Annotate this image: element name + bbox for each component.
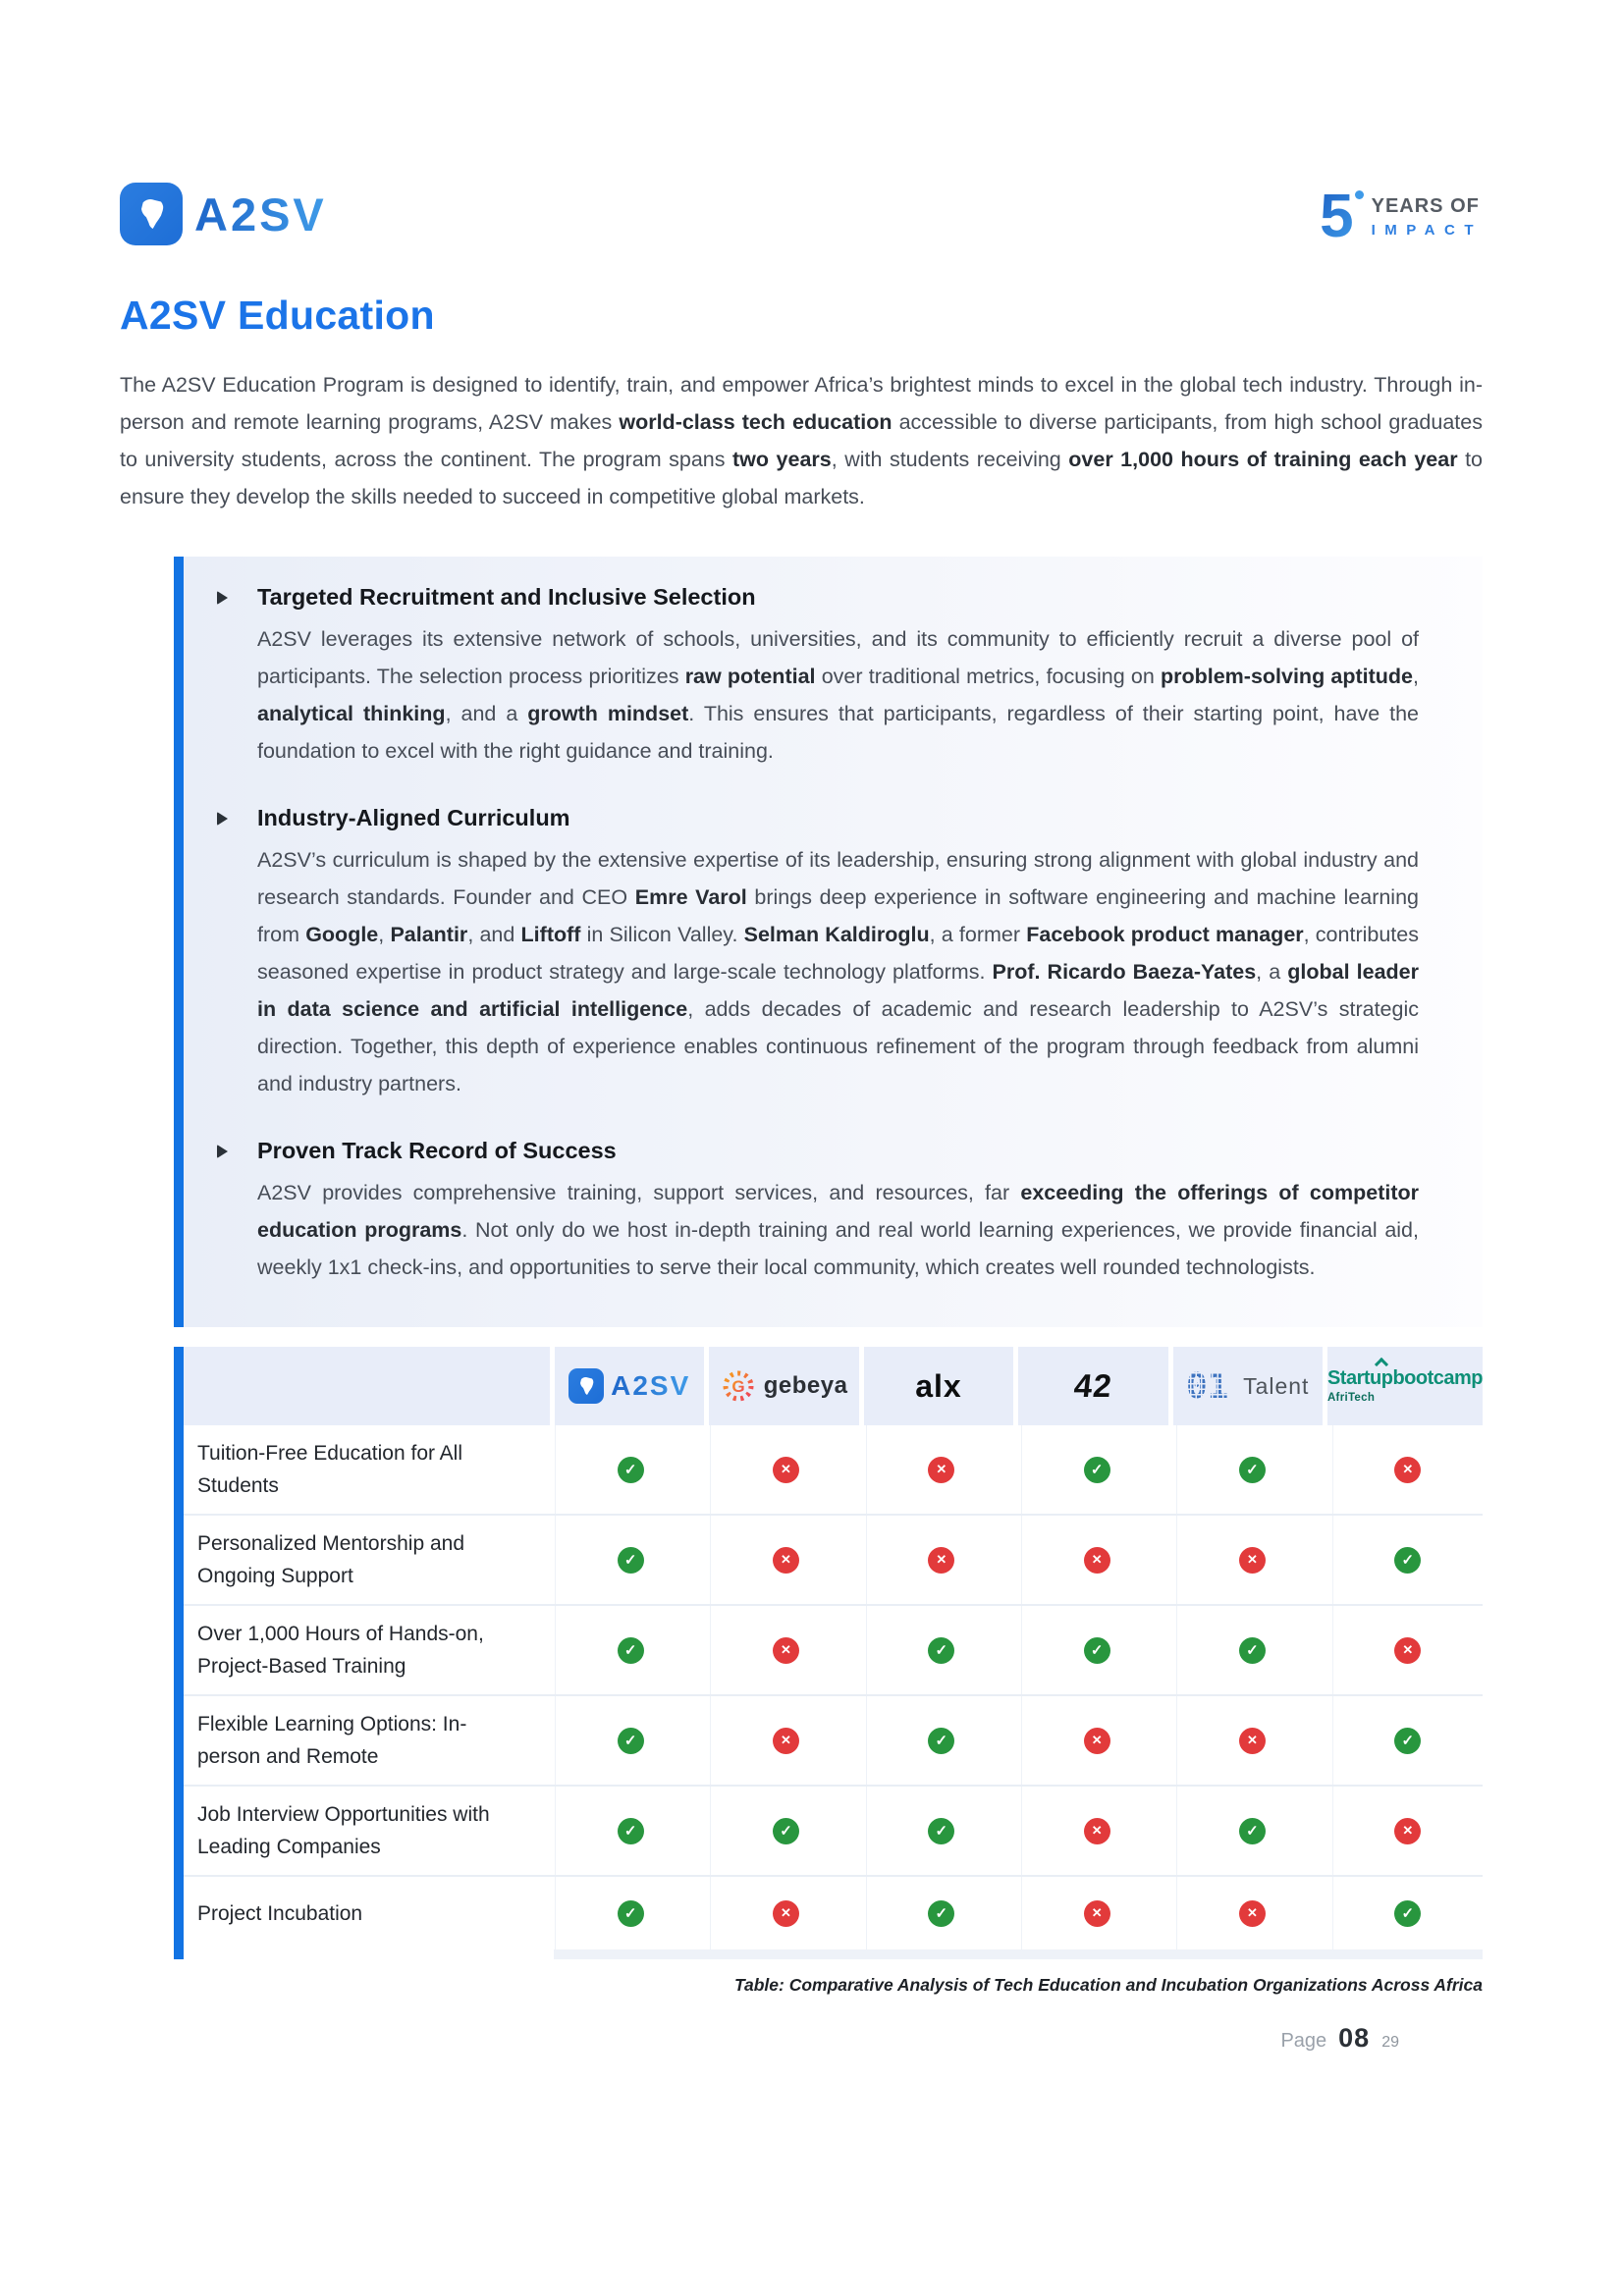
- check-icon: ✓: [1239, 1457, 1266, 1483]
- startupbootcamp-logo: Startupbootcamp AfriTech: [1326, 1367, 1484, 1404]
- table-header-cell-startupbootcamp: [1327, 1347, 1483, 1425]
- table-cell-startupbootcamp: [1332, 1606, 1483, 1694]
- section-heading: Targeted Recruitment and Inclusive Selection: [257, 584, 756, 610]
- alx-logo: alx: [915, 1367, 962, 1404]
- table-cell-fortytwo: [1021, 1606, 1171, 1694]
- row-label: Project Incubation: [197, 1901, 363, 1925]
- cross-icon: ✕: [1394, 1457, 1421, 1483]
- intro-paragraph: The A2SV Education Program is designed to identify, train, and empower Africa’s brightest minds to excel in the global tech industry. Through in-person and remote learning programs, A2SV makes world-class tech education accessible to diverse participants, from high school graduates to university students, across the continent. The program spans two years, with students receiving over 1,000 hours of training each year to ensure they develop the skills needed to succeed in competitive global markets.: [120, 373, 1484, 508]
- check-icon: ✓: [618, 1457, 644, 1483]
- svg-text:01: 01: [1186, 1368, 1229, 1404]
- table-header-spacer: [184, 1347, 550, 1425]
- section-heading: Industry-Aligned Curriculum: [257, 805, 570, 830]
- table-cell-talent: [1176, 1696, 1326, 1785]
- impact-label: IMPACT: [1371, 222, 1483, 239]
- cross-icon: ✕: [773, 1547, 799, 1574]
- five-digit: 5: [1320, 183, 1354, 250]
- check-icon: ✓: [1394, 1900, 1421, 1927]
- cross-icon: ✕: [928, 1457, 954, 1483]
- table-cell-fortytwo: [1021, 1425, 1171, 1514]
- check-icon: ✓: [618, 1818, 644, 1844]
- table-header-cell-a2sv: [555, 1347, 704, 1425]
- page-title: A2SV Education: [120, 293, 435, 338]
- page-number: 08: [1338, 2023, 1371, 2053]
- row-label: Job Interview Opportunities with Leading Companies: [197, 1803, 490, 1858]
- highlight-sections: [174, 557, 1483, 1327]
- table-cell-startupbootcamp: [1332, 1516, 1483, 1604]
- check-icon: ✓: [773, 1818, 799, 1844]
- check-icon: ✓: [1239, 1818, 1266, 1844]
- table-cell-talent: [1176, 1606, 1326, 1694]
- cross-icon: ✕: [928, 1547, 954, 1574]
- table-cell-alx: [866, 1877, 1016, 1949]
- table-cell-gebeya: [710, 1425, 860, 1514]
- table-header-cell-alx: [864, 1347, 1013, 1425]
- row-label: Tuition-Free Education for All Students: [197, 1442, 463, 1497]
- talent-logo: 01 Talent: [1186, 1368, 1309, 1404]
- page-label: Page: [1280, 2030, 1327, 2052]
- gebeya-sun-icon: [721, 1368, 756, 1404]
- cross-icon: ✕: [1239, 1728, 1266, 1754]
- table-cell-talent: [1176, 1425, 1326, 1514]
- cross-icon: ✕: [1394, 1637, 1421, 1664]
- check-icon: ✓: [618, 1637, 644, 1664]
- check-icon: ✓: [1239, 1637, 1266, 1664]
- page-total: 29: [1381, 2034, 1399, 2051]
- cross-icon: ✕: [1239, 1900, 1266, 1927]
- table-cell-talent: [1176, 1787, 1326, 1875]
- page-footer: [120, 2023, 1483, 2054]
- check-icon: ✓: [1394, 1547, 1421, 1574]
- table-cell-a2sv: [555, 1877, 705, 1949]
- check-icon: ✓: [928, 1728, 954, 1754]
- table-caption-prefix: Table:: [733, 1975, 784, 1995]
- table-row: [184, 1875, 1483, 1949]
- cross-icon: ✕: [1084, 1818, 1110, 1844]
- cross-icon: ✕: [1394, 1818, 1421, 1844]
- 01-pixel-icon: [1186, 1368, 1237, 1404]
- check-icon: ✓: [1394, 1728, 1421, 1754]
- table-cell-talent: [1176, 1516, 1326, 1604]
- cross-icon: ✕: [1084, 1728, 1110, 1754]
- section-heading: Proven Track Record of Success: [257, 1138, 617, 1163]
- table-header-cell-fortytwo: [1018, 1347, 1167, 1425]
- table-cell-a2sv: [555, 1425, 705, 1514]
- section-1: [257, 805, 1419, 1102]
- table-cell-fortytwo: [1021, 1516, 1171, 1604]
- table-cell-alx: [866, 1516, 1016, 1604]
- check-icon: ✓: [928, 1818, 954, 1844]
- bullet-triangle-icon: [217, 1145, 228, 1158]
- table-row: [184, 1694, 1483, 1785]
- table-header-cell-gebeya: [709, 1347, 858, 1425]
- check-icon: ✓: [618, 1547, 644, 1574]
- table-cell-gebeya: [710, 1787, 860, 1875]
- svg-text:G: G: [731, 1377, 745, 1396]
- table-cell-fortytwo: [1021, 1787, 1171, 1875]
- table-caption-text: Comparative Analysis of Tech Education and Incubation Organizations Across Africa: [784, 1975, 1483, 1995]
- table-cell-talent: [1176, 1877, 1326, 1949]
- table-cell-alx: [866, 1425, 1016, 1514]
- table-cell-startupbootcamp: [1332, 1787, 1483, 1875]
- section-body: A2SV provides comprehensive training, support services, and resources, far exceeding the offerings of competitor education programs. Not only do we host in-depth training and real world learning experiences, we provide financial aid, weekly 1x1 check-ins, and opportunities to serve their local community, which creates well rounded technologists.: [257, 1181, 1419, 1279]
- section-0: [257, 584, 1419, 770]
- table-cell-fortytwo: [1021, 1877, 1171, 1949]
- table-cell-gebeya: [710, 1877, 860, 1949]
- years-of-impact-badge: [1320, 183, 1483, 250]
- bullet-triangle-icon: [217, 812, 228, 826]
- page-header: [120, 183, 1483, 250]
- table-cell-alx: [866, 1696, 1016, 1785]
- a2sv-logo: [120, 183, 327, 245]
- a2sv-africa-icon: [120, 183, 183, 245]
- table-cell-a2sv: [555, 1787, 705, 1875]
- table-row: [184, 1604, 1483, 1694]
- table-bottom-strip: [554, 1949, 1483, 1959]
- table-header-row: [184, 1347, 1483, 1425]
- row-label: Over 1,000 Hours of Hands-on, Project-Based Training: [197, 1623, 484, 1678]
- check-icon: ✓: [1084, 1457, 1110, 1483]
- table-cell-a2sv: [555, 1516, 705, 1604]
- check-icon: ✓: [928, 1900, 954, 1927]
- section-2: [257, 1138, 1419, 1286]
- row-label: Flexible Learning Options: In-person and Remote: [197, 1713, 467, 1768]
- table-cell-alx: [866, 1606, 1016, 1694]
- fortytwo-logo: 42: [1072, 1367, 1114, 1404]
- table-cell-gebeya: [710, 1696, 860, 1785]
- row-label: Personalized Mentorship and Ongoing Support: [197, 1532, 464, 1587]
- check-icon: ✓: [618, 1900, 644, 1927]
- cross-icon: ✕: [1084, 1900, 1110, 1927]
- cross-icon: ✕: [1084, 1547, 1110, 1574]
- table-row: [184, 1514, 1483, 1604]
- table-header-cell-talent: [1173, 1347, 1323, 1425]
- gebeya-logo: G gebeya: [721, 1368, 848, 1404]
- cross-icon: ✕: [1239, 1547, 1266, 1574]
- section-body: A2SV’s curriculum is shaped by the extensive expertise of its leadership, ensuring strong alignment with global industry and research standards. Founder and CEO Emre Varol brings deep experience in software engineering and machine learning from Google, Palantir, and Liftoff in Silicon Valley. Selman Kaldiroglu, a former Facebook product manager, contributes seasoned expertise in product strategy and large-scale technology platforms. Prof. Ricardo Baeza-Yates, a global leader in data science and artificial intelligence, adds decades of academic and research leadership to A2SV’s strategic direction. Together, this depth of experience enables continuous refinement of the program through feedback from alumni and industry partners.: [257, 848, 1419, 1095]
- table-cell-alx: [866, 1787, 1016, 1875]
- a2sv-logo-wordmark: A2SV: [194, 187, 327, 240]
- table-cell-startupbootcamp: [1332, 1425, 1483, 1514]
- a2sv-logo: A2SV: [568, 1368, 690, 1404]
- cross-icon: ✕: [773, 1637, 799, 1664]
- years-of-label: YEARS OF: [1371, 195, 1480, 217]
- table-cell-gebeya: [710, 1606, 860, 1694]
- table-row: [184, 1425, 1483, 1514]
- table-cell-gebeya: [710, 1516, 860, 1604]
- cross-icon: ✕: [773, 1457, 799, 1483]
- comparison-table: [174, 1347, 1483, 1959]
- table-caption: [120, 1975, 1483, 1996]
- check-icon: ✓: [1084, 1637, 1110, 1664]
- bullet-triangle-icon: [217, 591, 228, 605]
- check-icon: ✓: [928, 1637, 954, 1664]
- a2sv-africa-icon: [568, 1368, 604, 1404]
- table-cell-a2sv: [555, 1606, 705, 1694]
- cross-icon: ✕: [773, 1728, 799, 1754]
- section-body: A2SV leverages its extensive network of schools, universities, and its community to efficiently recruit a diverse pool of participants. The selection process prioritizes raw potential over traditional metrics, focusing on problem-solving aptitude, analytical thinking, and a growth mindset. This ensures that participants, regardless of their starting point, have the foundation to excel with the right guidance and training.: [257, 627, 1419, 763]
- cross-icon: ✕: [773, 1900, 799, 1927]
- check-icon: ✓: [618, 1728, 644, 1754]
- table-row: [184, 1785, 1483, 1875]
- table-cell-startupbootcamp: [1332, 1877, 1483, 1949]
- table-cell-a2sv: [555, 1696, 705, 1785]
- table-cell-startupbootcamp: [1332, 1696, 1483, 1785]
- table-cell-fortytwo: [1021, 1696, 1171, 1785]
